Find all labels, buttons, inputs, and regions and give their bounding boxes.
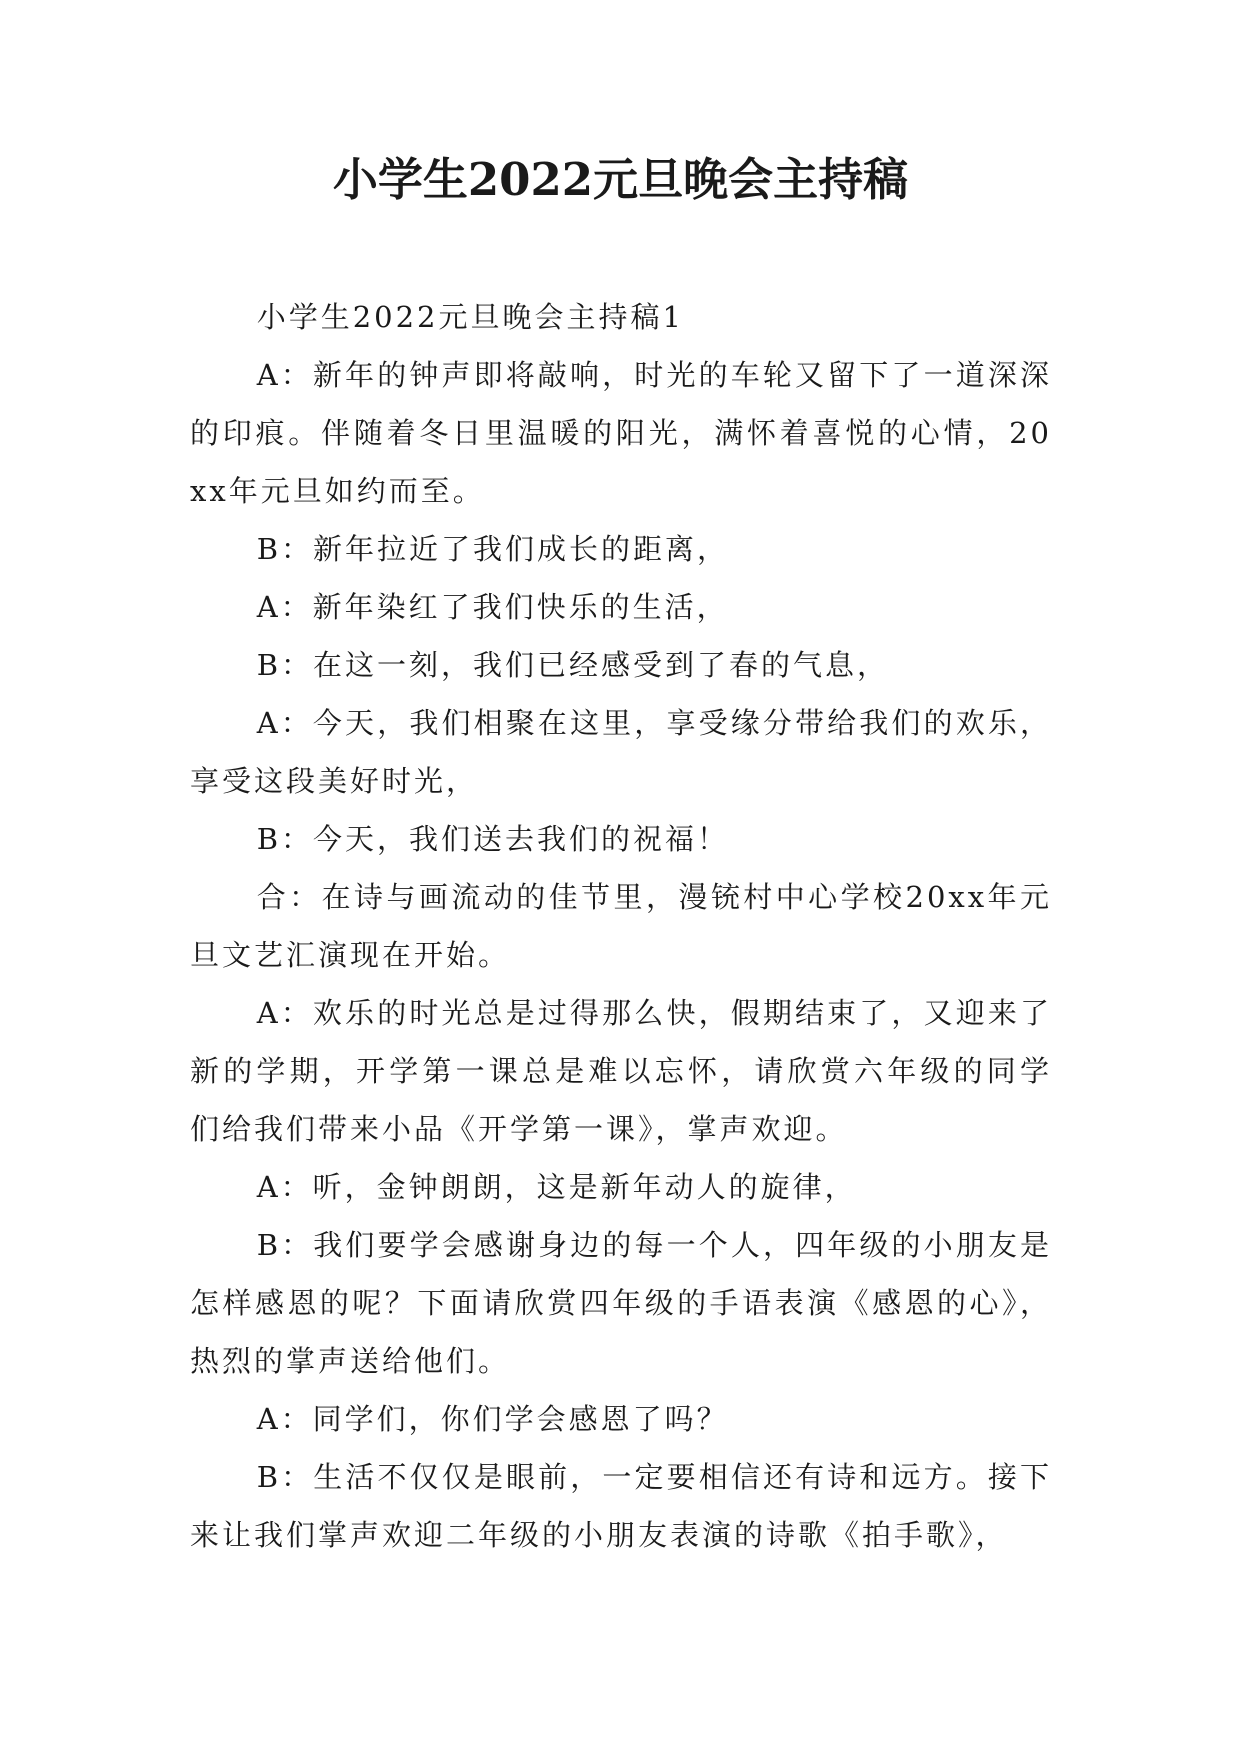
paragraph: 合：在诗与画流动的佳节里，漫铳村中心学校20xx年元旦文艺汇演现在开始。: [190, 880, 1052, 972]
document-body: [190, 288, 1052, 1564]
paragraph: A：新年染红了我们快乐的生活，: [256, 590, 729, 624]
paragraph: B：新年拉近了我们成长的距离，: [256, 532, 729, 566]
paragraph-heading: 小学生2022元旦晚会主持稿1: [256, 300, 684, 334]
paragraph: A：欢乐的时光总是过得那么快，假期结束了，又迎来了新的学期，开学第一课总是难以忘怀，请欣赏六年级的同学们给我们带来小品《开学第一课》，掌声欢迎。: [190, 996, 1052, 1146]
paragraph: A：今天，我们相聚在这里，享受缘分带给我们的欢乐，享受这段美好时光，: [190, 706, 1052, 798]
paragraph: B：在这一刻，我们已经感受到了春的气息，: [256, 648, 889, 682]
paragraph: B：今天，我们送去我们的祝福！: [256, 822, 729, 856]
paragraph: B：生活不仅仅是眼前，一定要相信还有诗和远方。接下来让我们掌声欢迎二年级的小朋友表演的诗歌《拍手歌》，: [190, 1460, 1052, 1552]
paragraph: B：我们要学会感谢身边的每一个人，四年级的小朋友是怎样感恩的呢？下面请欣赏四年级的手语表演《感恩的心》，热烈的掌声送给他们。: [190, 1228, 1052, 1378]
document-title: 小学生2022元旦晚会主持稿: [332, 153, 909, 206]
paragraph: A：听，金钟朗朗，这是新年动人的旋律，: [256, 1170, 857, 1204]
paragraph: A：新年的钟声即将敲响，时光的车轮又留下了一道深深的印痕。伴随着冬日里温暖的阳光，满怀着喜悦的心情，20xx年元旦如约而至。: [190, 358, 1052, 508]
paragraph: A：同学们，你们学会感恩了吗？: [256, 1402, 729, 1436]
